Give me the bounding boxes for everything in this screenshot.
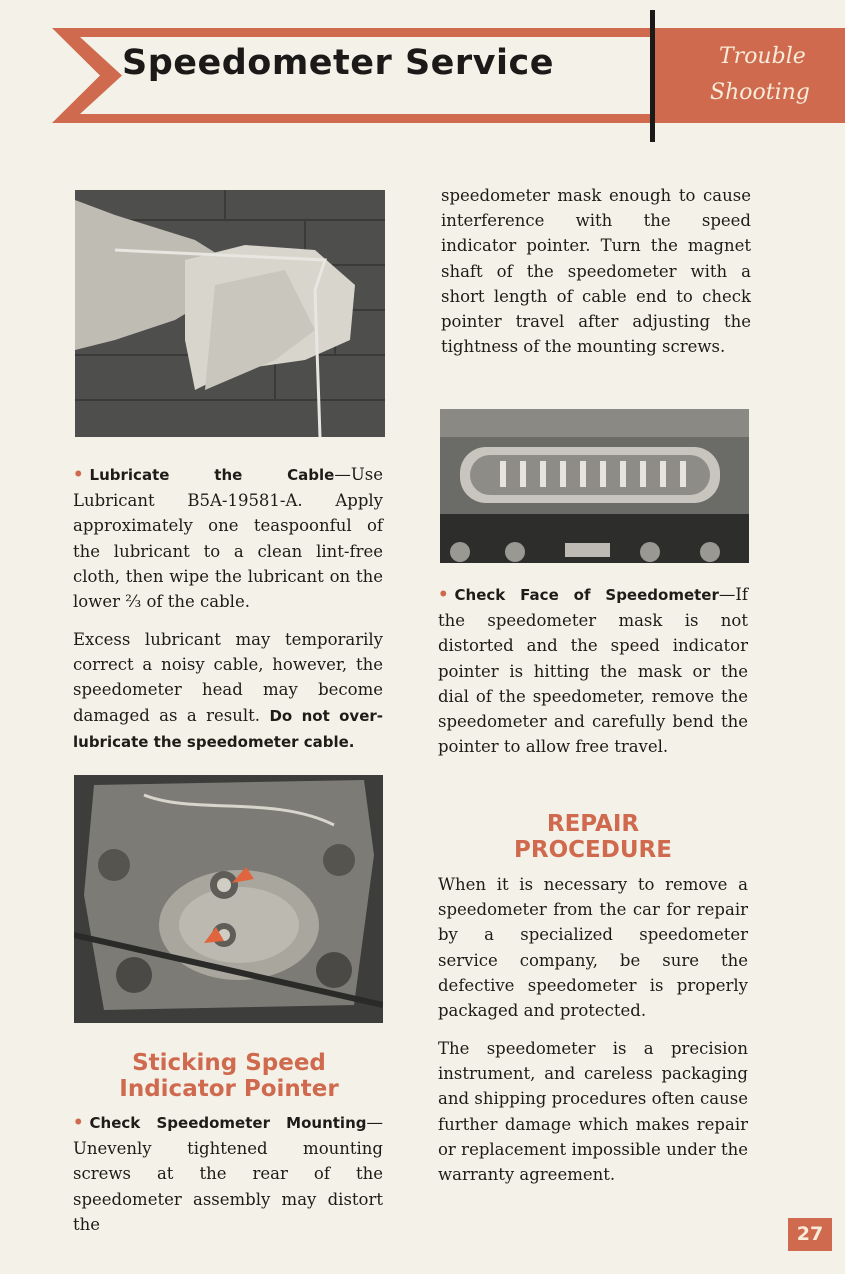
repair-procedure-heading [438,811,748,863]
check-face-text: —If the speedometer mask is not distorted and the speed indicator pointer is hitting the mask or the dial of the speedometer, remove the speedometer and carefully bend the pointer to allow free travel. [438,585,748,757]
repair-text-2: The speedometer is a precision instrument, and careless packaging and shipping procedures often cause further damage which makes repair or replacement impossible under the warranty agreement. [438,1039,748,1185]
repair-heading-line2: PROCEDURE [514,837,672,863]
continued-paragraph [441,183,751,359]
bullet-icon: • [438,585,449,604]
lubricate-text: —Use Lubricant B5A-19581-A. Apply approximately one teaspoonful of the lubricant to a clean lint-free cloth, then wipe the lubricant on the lower ⅔ of the cable. [73,465,383,612]
repair-paragraph-1 [438,872,748,1023]
sticking-heading-line1: Sticking Speed [132,1050,326,1076]
sticking-pointer-heading [74,1050,384,1102]
bullet-icon: • [73,465,84,484]
section-tab-line1: Trouble [719,44,806,69]
excess-text: Excess lubricant may temporarily correct a noisy cable, however, the speedometer head may become damaged as a result. [73,630,383,725]
continued-text: speedometer mask enough to cause interference with the speed indicator pointer. Turn the magnet shaft of the speedometer with a short length of cable end to check pointer travel after adjusting the tightness of the mounting screws. [441,186,751,357]
sticking-heading-line2: Indicator Pointer [119,1076,339,1102]
check-mounting-lead: Check Speedometer Mounting [89,1114,367,1132]
check-mounting-paragraph [73,1110,383,1237]
lubricate-paragraph [73,462,383,614]
section-tab [655,28,845,123]
page-title: Speedometer Service [122,43,554,83]
page-number: 27 [788,1218,832,1251]
section-tab-line2: Shooting [710,80,810,105]
repair-text-1: When it is necessary to remove a speedometer from the car for repair by a specialized speedometer service company, be sure the defective speedometer is properly packaged and protected. [438,875,748,1021]
bullet-icon: • [73,1113,84,1132]
cable-lubrication-photo [75,190,385,437]
check-face-lead: Check Face of Speedometer [454,586,719,604]
repair-heading-line1: REPAIR [546,811,640,837]
repair-paragraph-2 [438,1036,748,1187]
check-face-paragraph [438,582,748,759]
speedometer-mounting-photo [74,775,383,1023]
lubricate-lead: Lubricate the Cable [89,466,335,484]
excess-emphasis: Do not over-lubricate the speedometer cable. [73,706,384,751]
excess-paragraph [73,627,383,755]
speedometer-face-photo [440,409,749,563]
check-mounting-text: —Unevenly tightened mounting screws at the rear of the speedometer assembly may distort the [73,1113,383,1234]
